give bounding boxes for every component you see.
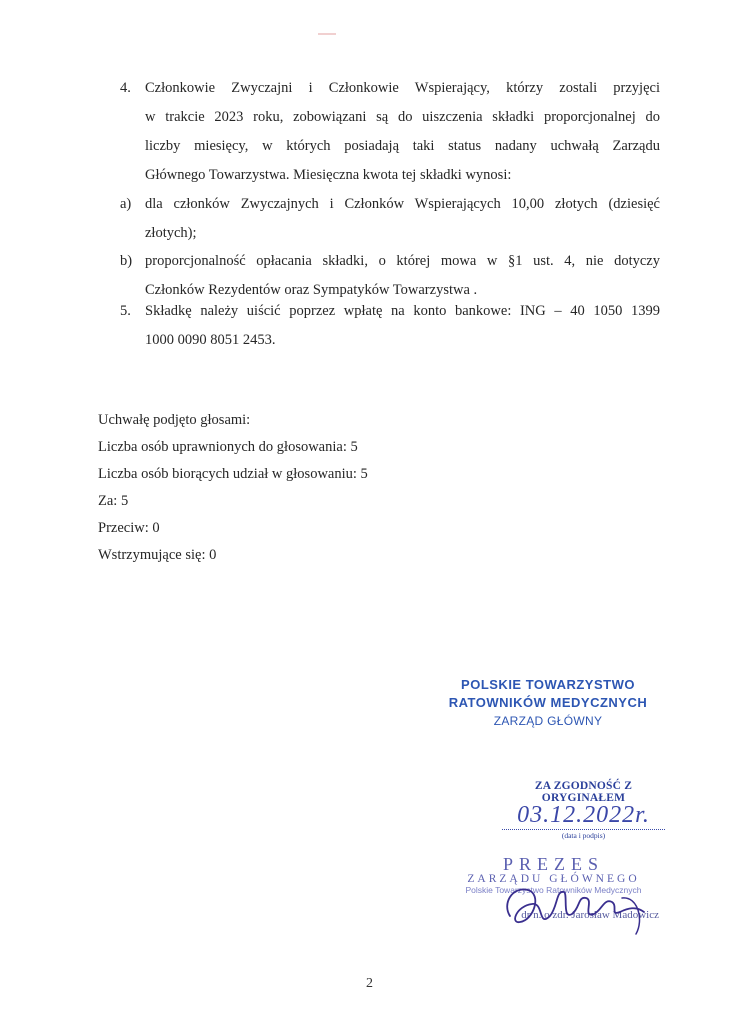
text-line: 1000 0090 8051 2453.: [145, 332, 276, 348]
list-marker: 5.: [120, 303, 131, 319]
votes-eligible: Liczba osób uprawnionych do głosowania: 5: [98, 439, 358, 455]
list-marker: 4.: [120, 80, 131, 96]
text-line: złotych);: [145, 225, 197, 241]
handwritten-signature: [498, 876, 648, 936]
text-line: Głównego Towarzystwa. Miesięczna kwota tej składki wynosi:: [145, 167, 512, 183]
page-number: 2: [366, 976, 373, 991]
text-line: proporcjonalność opłacania składki, o której mowa w §1 ust. 4, nie dotyczy: [145, 253, 660, 269]
voting-results: [98, 407, 368, 569]
votes-against: Przeciw: 0: [98, 520, 160, 536]
certification-caption: (data i podpis): [561, 831, 606, 840]
organization-stamp: [438, 676, 658, 730]
president-name: dr n. o zdr. Jarosław Madowicz: [521, 909, 659, 921]
votes-abstained: Wstrzymujące się: 0: [98, 547, 217, 563]
voting-intro: Uchwałę podjęto głosami:: [98, 412, 251, 428]
text-line: Składkę należy uiścić poprzez wpłatę na konto bankowe: ING – 40 1050 1399: [145, 303, 660, 319]
votes-for: Za: 5: [98, 493, 129, 509]
list-item-text: [145, 190, 660, 248]
list-item-text: [145, 297, 660, 355]
stamp-line: ZARZĄD GŁÓWNY: [493, 714, 603, 728]
text-line: liczby miesięcy, w których posiadają taki status nadany uchwałą Zarządu: [145, 138, 660, 154]
stamp-line: RATOWNIKÓW MEDYCZNYCH: [448, 695, 648, 710]
text-line: Członków Rezydentów oraz Sympatyków Towarzystwa .: [145, 282, 478, 298]
text-line: w trakcie 2023 roku, zobowiązani są do uiszczenia składki proporcjonalnej do: [145, 109, 660, 125]
certification-date: 03.12.2022r.: [517, 802, 650, 828]
list-marker: a): [120, 196, 132, 212]
president-title: PREZES: [502, 854, 604, 874]
text-line: Członkowie Zwyczajni i Członkowie Wspierający, którzy zostali przyjęci: [145, 80, 660, 96]
list-item-text: [145, 74, 660, 190]
president-subtitle: ZARZĄDU GŁÓWNEGO: [467, 873, 640, 885]
text-line: dla członków Zwyczajnych i Członków Wspierających 10,00 złotych (dziesięć: [145, 196, 660, 212]
president-organization: Polskie Towarzystwo Ratowników Medycznych: [465, 885, 642, 895]
votes-participating: Liczba osób biorących udział w głosowaniu: 5: [98, 466, 368, 482]
stamp-line: POLSKIE TOWARZYSTWO: [461, 677, 635, 692]
certification-heading: ZA ZGODNOŚĆ Z ORYGINAŁEM: [534, 780, 633, 804]
certification-stamp: [496, 780, 671, 840]
list-marker: b): [120, 253, 133, 269]
dotted-line: [502, 829, 665, 830]
scan-mark: [318, 33, 336, 35]
